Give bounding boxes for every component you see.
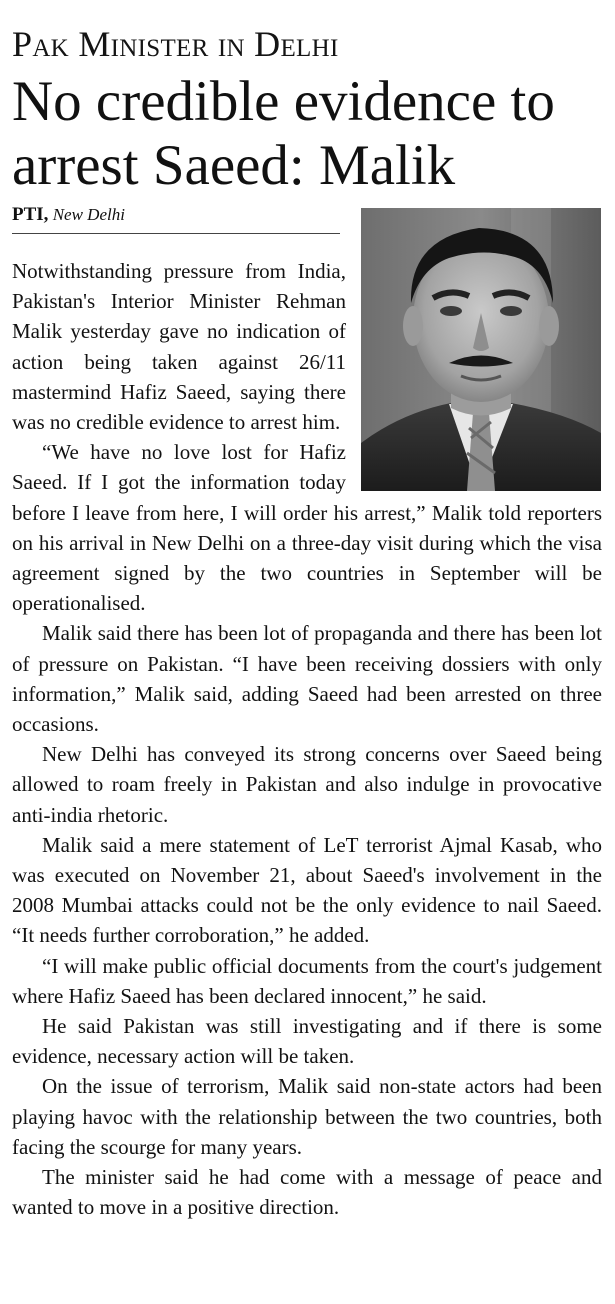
paragraph: He said Pakistan was still investigating and if there is some evidence, necessary action will be taken. [12,1014,602,1069]
paragraph: Malik said a mere statement of LeT terrorist Ajmal Kasab, who was executed on November 21, about Saeed's involvement in the 2008 Mumbai attacks could not be the only evidence to nail Saeed. “It needs further corroboration,” he added. [12,832,602,948]
paragraph: New Delhi has conveyed its strong concerns over Saeed being allowed to roam freely in Pakistan and also indulge in provocative anti-india rhetoric. [12,742,602,827]
paragraph: The minister said he had come with a message of peace and wanted to move in a positive direction. [12,1165,602,1220]
paragraph: “I will make public official documents from the court's judgement where Hafiz Saeed has been declared innocent,” he said. [12,953,602,1008]
byline [12,204,125,226]
byline-place: New Delhi [52,205,125,224]
paragraph: “We have no love lost for Hafiz Saeed. If I got the information today before I leave from here, I will order his arrest,” Malik told reporters on his arrival in New Delhi on a three-day visit during which the visa agreement signed by the two countries in September will be operationalised. [12,440,602,616]
photo-wrap-spacer [346,256,602,492]
headline: No credible evidence to arrest Saeed: Malik [12,70,555,197]
paragraph: Malik said there has been lot of propaganda and there has been lot of pressure on Pakistan. “I have been receiving dossiers with only information,” Malik said, adding Saeed had been arrested on three occasions. [12,621,602,737]
byline-divider [12,233,340,234]
byline-agency: PTI, [12,204,49,225]
kicker: Pak Minister in Delhi [12,24,339,64]
paragraph: Notwithstanding pressure from India, Pakistan's Interior Minister Rehman Malik yesterday gave no indication of action being taken against 26/11 mastermind Hafiz Saeed, saying there was no credible evidence to arrest him. [12,259,346,435]
article-body [12,256,602,1223]
paragraph: On the issue of terrorism, Malik said non-state actors had been playing havoc with the relationship between the two countries, both facing the scourge for many years. [12,1074,602,1159]
